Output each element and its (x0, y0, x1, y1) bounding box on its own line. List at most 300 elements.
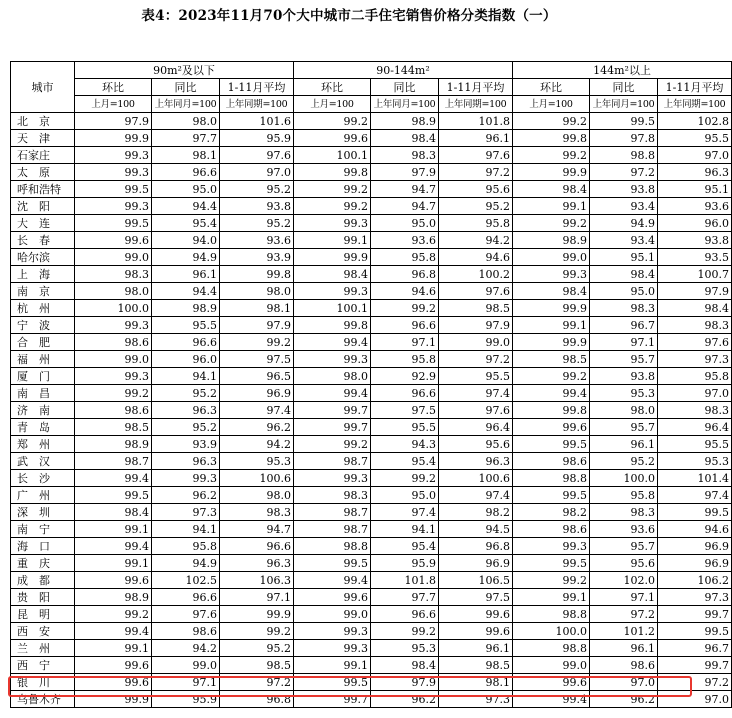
index-value: 99.8 (294, 164, 371, 181)
index-value: 99.2 (513, 147, 590, 164)
index-value: 96.1 (152, 266, 220, 283)
index-value: 99.0 (439, 334, 513, 351)
index-value: 95.2 (220, 640, 294, 657)
index-value: 99.3 (513, 538, 590, 555)
table-row (11, 351, 732, 368)
index-value: 99.6 (294, 130, 371, 147)
base-header: 上年同期=100 (439, 96, 513, 113)
index-value: 96.0 (658, 215, 732, 232)
index-value: 98.5 (513, 351, 590, 368)
sub-header: 1-11月平均 (439, 79, 513, 96)
table-row (11, 317, 732, 334)
index-value: 98.9 (152, 300, 220, 317)
index-value: 97.9 (75, 113, 152, 130)
index-value: 99.8 (513, 402, 590, 419)
index-value: 98.7 (294, 504, 371, 521)
index-value: 98.6 (152, 623, 220, 640)
table-row (11, 521, 732, 538)
index-value: 95.0 (590, 283, 658, 300)
index-value: 98.8 (513, 606, 590, 623)
table-row (11, 572, 732, 589)
table-row (11, 300, 732, 317)
index-value: 99.3 (75, 198, 152, 215)
city-name: 上 海 (11, 266, 75, 283)
index-value: 94.1 (152, 521, 220, 538)
index-value: 97.1 (371, 334, 439, 351)
index-value: 95.8 (371, 249, 439, 266)
table-row (11, 419, 732, 436)
index-value: 98.6 (590, 657, 658, 674)
index-value: 94.7 (220, 521, 294, 538)
index-value: 97.6 (220, 147, 294, 164)
index-value: 98.4 (513, 283, 590, 300)
index-value: 97.8 (590, 130, 658, 147)
index-value: 97.1 (590, 589, 658, 606)
index-value: 99.0 (75, 351, 152, 368)
index-value: 99.4 (75, 538, 152, 555)
index-value: 93.6 (220, 232, 294, 249)
index-value: 99.9 (294, 249, 371, 266)
index-value: 93.8 (590, 368, 658, 385)
index-value: 96.2 (371, 691, 439, 708)
index-value: 99.9 (513, 300, 590, 317)
index-value: 106.2 (658, 572, 732, 589)
index-value: 98.2 (513, 504, 590, 521)
index-value: 95.5 (152, 317, 220, 334)
table-row (11, 589, 732, 606)
table-row (11, 249, 732, 266)
index-value: 96.2 (152, 487, 220, 504)
city-name: 沈 阳 (11, 198, 75, 215)
index-value: 98.5 (75, 419, 152, 436)
index-value: 99.3 (294, 351, 371, 368)
city-name: 青 岛 (11, 419, 75, 436)
index-value: 99.8 (513, 130, 590, 147)
index-value: 99.5 (294, 555, 371, 572)
sub-header: 环比 (294, 79, 371, 96)
index-value: 98.1 (439, 674, 513, 691)
index-value: 97.2 (590, 606, 658, 623)
index-value: 94.6 (439, 249, 513, 266)
index-value: 100.0 (590, 470, 658, 487)
index-value: 99.6 (75, 657, 152, 674)
index-value: 96.3 (658, 164, 732, 181)
index-value: 99.3 (75, 368, 152, 385)
index-value: 99.0 (75, 249, 152, 266)
index-value: 95.2 (220, 215, 294, 232)
index-value: 99.1 (294, 232, 371, 249)
index-value: 94.1 (152, 368, 220, 385)
index-value: 99.3 (75, 164, 152, 181)
table-row (11, 164, 732, 181)
index-value: 99.5 (658, 623, 732, 640)
index-value: 98.1 (220, 300, 294, 317)
city-name: 武 汉 (11, 453, 75, 470)
city-name: 西 安 (11, 623, 75, 640)
index-value: 95.3 (590, 385, 658, 402)
table-row (11, 130, 732, 147)
index-value: 99.4 (513, 385, 590, 402)
index-value: 97.2 (439, 164, 513, 181)
index-value: 99.2 (220, 623, 294, 640)
index-value: 97.7 (371, 589, 439, 606)
index-value: 98.8 (513, 640, 590, 657)
index-value: 97.1 (220, 589, 294, 606)
index-value: 97.6 (152, 606, 220, 623)
index-value: 96.9 (220, 385, 294, 402)
index-value: 97.7 (152, 130, 220, 147)
index-value: 93.5 (658, 249, 732, 266)
sub-header: 环比 (75, 79, 152, 96)
city-name: 银 川 (11, 674, 75, 691)
base-header: 上月=100 (513, 96, 590, 113)
index-value: 97.6 (439, 283, 513, 300)
index-value: 96.2 (590, 691, 658, 708)
index-value: 95.8 (658, 368, 732, 385)
index-value: 99.5 (513, 487, 590, 504)
table-row (11, 266, 732, 283)
index-value: 98.5 (439, 657, 513, 674)
price-index-table (10, 61, 732, 708)
index-value: 97.9 (658, 283, 732, 300)
index-value: 97.6 (439, 402, 513, 419)
index-value: 99.0 (294, 606, 371, 623)
index-value: 99.2 (294, 198, 371, 215)
index-value: 99.4 (513, 691, 590, 708)
table-row (11, 623, 732, 640)
index-value: 98.3 (590, 300, 658, 317)
table-row (11, 436, 732, 453)
table-row (11, 640, 732, 657)
table-row (11, 181, 732, 198)
index-value: 95.7 (590, 538, 658, 555)
index-value: 93.8 (590, 181, 658, 198)
index-value: 94.9 (152, 249, 220, 266)
table-row (11, 657, 732, 674)
index-value: 98.8 (590, 147, 658, 164)
index-value: 97.5 (220, 351, 294, 368)
index-value: 99.9 (513, 334, 590, 351)
index-value: 99.3 (75, 147, 152, 164)
table-row (11, 470, 732, 487)
index-value: 98.9 (371, 113, 439, 130)
index-value: 97.4 (371, 504, 439, 521)
index-value: 95.5 (658, 436, 732, 453)
city-name: 广 州 (11, 487, 75, 504)
index-value: 95.6 (439, 436, 513, 453)
index-value: 94.3 (371, 436, 439, 453)
index-value: 97.2 (439, 351, 513, 368)
base-header: 上年同月=100 (371, 96, 439, 113)
index-value: 99.7 (294, 419, 371, 436)
index-value: 101.8 (371, 572, 439, 589)
base-header: 上年同期=100 (220, 96, 294, 113)
index-value: 99.1 (294, 657, 371, 674)
index-value: 99.0 (513, 249, 590, 266)
index-value: 96.4 (439, 419, 513, 436)
index-value: 95.9 (371, 555, 439, 572)
index-value: 95.5 (371, 419, 439, 436)
sub-header: 环比 (513, 79, 590, 96)
index-value: 95.9 (152, 691, 220, 708)
base-header: 上月=100 (75, 96, 152, 113)
index-value: 101.8 (439, 113, 513, 130)
index-value: 95.1 (658, 181, 732, 198)
index-value: 98.4 (294, 266, 371, 283)
index-value: 99.3 (152, 470, 220, 487)
index-value: 99.6 (439, 606, 513, 623)
index-value: 95.3 (658, 453, 732, 470)
index-value: 95.2 (590, 453, 658, 470)
sub-header: 同比 (590, 79, 658, 96)
table-row (11, 606, 732, 623)
index-value: 98.6 (75, 402, 152, 419)
index-value: 96.6 (371, 317, 439, 334)
index-value: 96.3 (152, 402, 220, 419)
index-value: 96.6 (152, 164, 220, 181)
index-value: 99.6 (513, 674, 590, 691)
index-value: 97.2 (590, 164, 658, 181)
index-value: 97.4 (439, 385, 513, 402)
index-value: 98.3 (75, 266, 152, 283)
index-value: 93.6 (590, 521, 658, 538)
city-name: 合 肥 (11, 334, 75, 351)
index-value: 99.6 (294, 589, 371, 606)
index-value: 94.7 (371, 198, 439, 215)
index-value: 94.5 (439, 521, 513, 538)
index-value: 98.5 (220, 657, 294, 674)
index-value: 99.3 (294, 640, 371, 657)
index-value: 99.4 (294, 385, 371, 402)
index-value: 95.6 (590, 555, 658, 572)
index-value: 97.0 (590, 674, 658, 691)
index-value: 96.6 (220, 538, 294, 555)
index-value: 100.6 (439, 470, 513, 487)
city-name: 海 口 (11, 538, 75, 555)
city-name: 济 南 (11, 402, 75, 419)
index-value: 93.6 (371, 232, 439, 249)
table-row (11, 674, 732, 691)
base-header: 上年同月=100 (152, 96, 220, 113)
index-value: 99.5 (294, 674, 371, 691)
city-name: 呼和浩特 (11, 181, 75, 198)
index-value: 99.6 (75, 572, 152, 589)
index-value: 94.2 (220, 436, 294, 453)
index-value: 97.2 (220, 674, 294, 691)
city-name: 天 津 (11, 130, 75, 147)
index-value: 97.2 (658, 674, 732, 691)
index-value: 94.4 (152, 198, 220, 215)
index-value: 95.8 (590, 487, 658, 504)
city-name: 兰 州 (11, 640, 75, 657)
index-value: 99.5 (75, 487, 152, 504)
index-value: 93.4 (590, 198, 658, 215)
index-value: 102.5 (152, 572, 220, 589)
index-value: 98.3 (590, 504, 658, 521)
index-value: 98.3 (658, 402, 732, 419)
city-name: 长 春 (11, 232, 75, 249)
index-value: 96.1 (439, 640, 513, 657)
index-value: 96.6 (371, 385, 439, 402)
city-name: 贵 阳 (11, 589, 75, 606)
index-value: 99.7 (294, 691, 371, 708)
index-value: 96.9 (439, 555, 513, 572)
index-value: 97.9 (220, 317, 294, 334)
index-value: 99.2 (294, 436, 371, 453)
index-value: 98.7 (75, 453, 152, 470)
table-row (11, 113, 732, 130)
index-value: 95.3 (220, 453, 294, 470)
index-value: 97.9 (371, 674, 439, 691)
index-value: 99.6 (75, 674, 152, 691)
index-value: 99.9 (220, 606, 294, 623)
table-row (11, 504, 732, 521)
index-value: 98.3 (220, 504, 294, 521)
city-name: 福 州 (11, 351, 75, 368)
index-value: 99.8 (220, 266, 294, 283)
index-value: 99.5 (590, 113, 658, 130)
index-value: 99.6 (439, 623, 513, 640)
index-value: 94.0 (152, 232, 220, 249)
index-value: 96.4 (658, 419, 732, 436)
city-name: 重 庆 (11, 555, 75, 572)
index-value: 97.9 (371, 164, 439, 181)
city-name: 昆 明 (11, 606, 75, 623)
index-value: 100.2 (439, 266, 513, 283)
index-value: 99.3 (294, 283, 371, 300)
index-value: 95.3 (371, 640, 439, 657)
city-name: 成 都 (11, 572, 75, 589)
index-value: 98.8 (513, 470, 590, 487)
index-value: 96.9 (658, 538, 732, 555)
index-value: 97.9 (439, 317, 513, 334)
index-value: 106.3 (220, 572, 294, 589)
index-value: 93.4 (590, 232, 658, 249)
city-column-header: 城市 (11, 62, 75, 113)
table-row (11, 198, 732, 215)
index-value: 100.6 (220, 470, 294, 487)
index-value: 93.8 (220, 198, 294, 215)
table-row (11, 453, 732, 470)
index-value: 95.5 (658, 130, 732, 147)
index-value: 98.3 (658, 317, 732, 334)
index-value: 99.5 (658, 504, 732, 521)
index-value: 94.6 (658, 521, 732, 538)
city-name: 石家庄 (11, 147, 75, 164)
index-value: 99.5 (513, 555, 590, 572)
index-value: 99.3 (294, 215, 371, 232)
group-header: 144m²以上 (513, 62, 732, 79)
index-value: 99.5 (75, 215, 152, 232)
index-value: 98.0 (220, 487, 294, 504)
index-value: 97.0 (658, 385, 732, 402)
index-value: 94.6 (371, 283, 439, 300)
index-value: 96.6 (371, 606, 439, 623)
index-value: 92.9 (371, 368, 439, 385)
city-name: 郑 州 (11, 436, 75, 453)
index-value: 95.2 (152, 385, 220, 402)
index-value: 98.0 (294, 368, 371, 385)
table-row (11, 215, 732, 232)
index-value: 94.7 (371, 181, 439, 198)
index-value: 97.5 (371, 402, 439, 419)
index-value: 99.1 (513, 317, 590, 334)
index-value: 99.4 (75, 623, 152, 640)
index-value: 99.6 (75, 232, 152, 249)
index-value: 97.4 (220, 402, 294, 419)
index-value: 94.1 (371, 521, 439, 538)
index-value: 96.8 (220, 691, 294, 708)
index-value: 98.7 (294, 521, 371, 538)
index-value: 95.4 (152, 215, 220, 232)
index-value: 96.3 (152, 453, 220, 470)
index-value: 97.0 (220, 164, 294, 181)
index-value: 99.8 (294, 317, 371, 334)
index-value: 98.1 (152, 147, 220, 164)
index-value: 96.6 (152, 589, 220, 606)
sub-header: 1-11月平均 (220, 79, 294, 96)
table-row (11, 368, 732, 385)
group-header: 90m²及以下 (75, 62, 294, 79)
index-value: 96.8 (439, 538, 513, 555)
index-value: 96.1 (439, 130, 513, 147)
city-name: 哈尔滨 (11, 249, 75, 266)
index-value: 96.8 (371, 266, 439, 283)
index-value: 100.1 (294, 147, 371, 164)
index-value: 99.4 (294, 334, 371, 351)
index-value: 98.5 (439, 300, 513, 317)
index-value: 96.6 (152, 334, 220, 351)
index-value: 95.6 (439, 181, 513, 198)
index-value: 97.0 (658, 147, 732, 164)
index-value: 97.5 (439, 589, 513, 606)
index-value: 99.2 (294, 181, 371, 198)
index-value: 94.2 (152, 640, 220, 657)
index-value: 101.6 (220, 113, 294, 130)
index-value: 95.7 (590, 419, 658, 436)
base-header: 上年同月=100 (590, 96, 658, 113)
index-value: 93.6 (658, 198, 732, 215)
index-value: 102.8 (658, 113, 732, 130)
index-value: 95.4 (371, 538, 439, 555)
index-value: 99.9 (513, 164, 590, 181)
index-value: 98.4 (513, 181, 590, 198)
index-value: 98.3 (294, 487, 371, 504)
index-value: 99.9 (75, 691, 152, 708)
index-value: 96.3 (220, 555, 294, 572)
sub-header: 同比 (371, 79, 439, 96)
index-value: 97.3 (658, 351, 732, 368)
index-value: 95.8 (371, 351, 439, 368)
index-value: 99.1 (513, 198, 590, 215)
index-value: 99.0 (152, 657, 220, 674)
city-name: 太 原 (11, 164, 75, 181)
index-value: 93.9 (220, 249, 294, 266)
index-value: 97.4 (439, 487, 513, 504)
index-value: 98.4 (658, 300, 732, 317)
index-value: 99.7 (658, 657, 732, 674)
index-value: 99.7 (294, 402, 371, 419)
index-value: 97.1 (152, 674, 220, 691)
city-name: 厦 门 (11, 368, 75, 385)
index-value: 98.7 (294, 453, 371, 470)
index-value: 99.6 (513, 419, 590, 436)
index-value: 99.5 (75, 181, 152, 198)
index-value: 100.1 (294, 300, 371, 317)
index-value: 98.0 (220, 283, 294, 300)
index-value: 98.0 (152, 113, 220, 130)
index-value: 99.3 (75, 317, 152, 334)
